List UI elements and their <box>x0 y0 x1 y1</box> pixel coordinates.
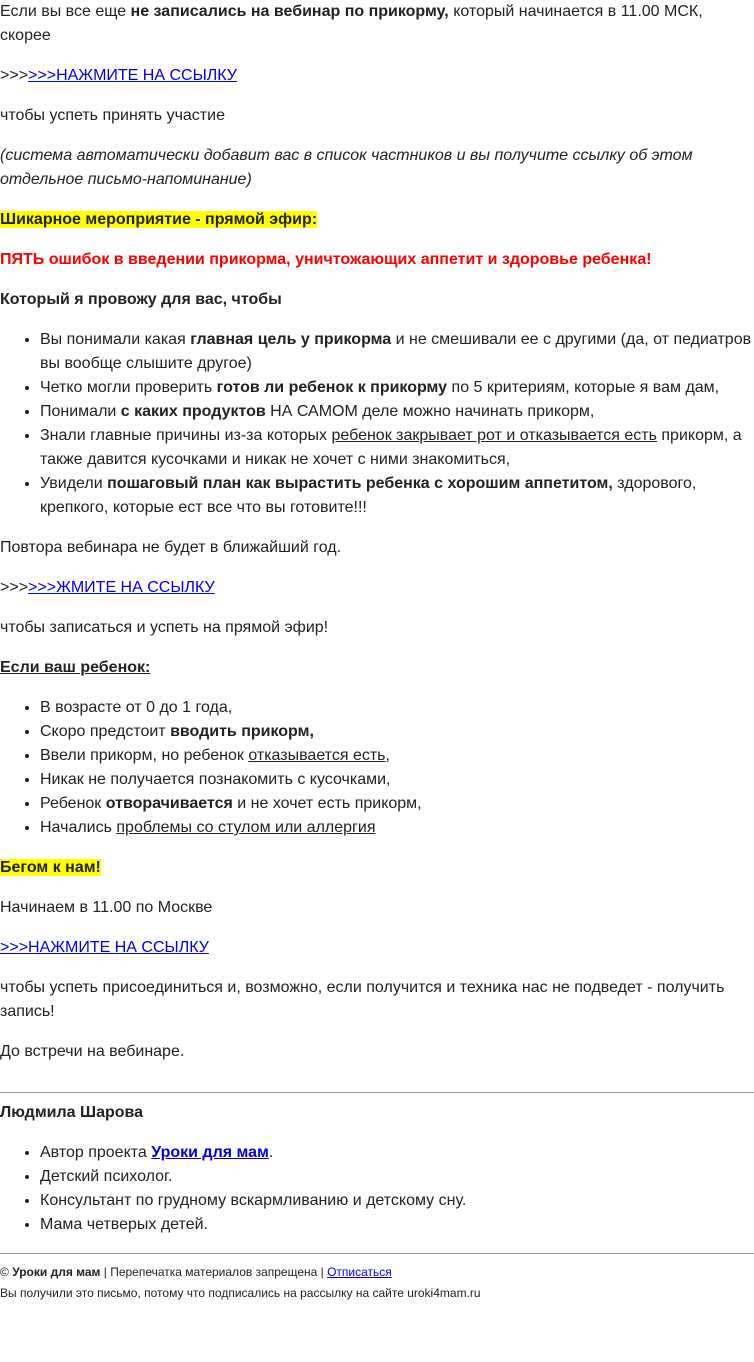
author-name-text: Людмила Шарова <box>0 1104 144 1121</box>
cta-line-2 <box>0 576 754 600</box>
cta-line-1 <box>0 64 754 88</box>
list-item: • Детский психолог. <box>40 1165 754 1189</box>
paragraph-goodbye: До встречи на вебинаре. <box>0 1043 185 1060</box>
bold-heading-2-text: Если ваш ребенок: <box>0 659 151 676</box>
cta-line-3 <box>0 936 754 960</box>
list-item-bold: главная цель у прикорма <box>190 331 392 348</box>
list-item-bold: готов ли ребенок к прикорму <box>216 379 448 396</box>
register-link-3[interactable]: >>>НАЖМИТЕ НА ССЫЛКУ <box>0 939 209 956</box>
list-item <box>40 1141 754 1165</box>
highlight-event-text: Шикарное мероприятие - прямой эфир: <box>0 211 318 228</box>
footer-note: Вы получили это письмо, потому что подписались на рассылку на сайте uroki4mam.ru <box>0 1286 481 1300</box>
list-item-text: Ребенок <box>40 795 106 812</box>
bold-heading-2 <box>0 656 754 680</box>
paragraph-no-repeat: Повтора вебинара не будет в ближайший год. <box>0 539 342 556</box>
list-item: • В возрасте от 0 до 1 года, <box>40 696 754 720</box>
intro-bold: не записались на вебинар по прикорму, <box>130 3 449 20</box>
intro-paragraph <box>0 0 754 48</box>
list-item-underlined: отказывается есть <box>248 747 386 764</box>
intro-text-end: который начинается в 11.00 МСК, скорее <box>0 3 703 44</box>
system-note-text: (система автоматически добавит вас в список частников и вы получите ссылку об этом отдельное письмо-напоминание) <box>0 147 693 188</box>
list-item <box>40 328 754 376</box>
paragraph-signup: чтобы записаться и успеть на прямой эфир! <box>0 619 329 636</box>
intro-text: Если вы все еще <box>0 3 131 20</box>
bold-heading-1 <box>0 288 754 312</box>
copyright-symbol: © <box>0 1265 9 1279</box>
list-item <box>40 744 754 768</box>
author-name <box>0 1101 754 1125</box>
register-link-1[interactable]: >>>НАЖМИТЕ НА ССЫЛКУ <box>28 67 237 84</box>
highlight-hurry-text: Бегом к нам! <box>0 859 101 876</box>
arrow-prefix: >>> <box>0 579 29 596</box>
child-conditions-list <box>0 696 754 840</box>
list-item-text: НА САМОМ деле можно начинать прикорм, <box>265 403 595 420</box>
list-item-bold: пошаговый план как вырастить ребенка с хорошим аппетитом, <box>107 475 613 492</box>
divider <box>0 1092 754 1093</box>
list-item-text: Ввели прикорм, но ребенок <box>40 747 249 764</box>
list-item-text: и не хочет есть прикорм, <box>232 795 422 812</box>
list-item: • Консультант по грудному вскармливанию и детскому сну. <box>40 1189 754 1213</box>
red-heading-text: ПЯТЬ ошибок в введении прикорма, уничтожающих аппетит и здоровье ребенка! <box>0 251 652 268</box>
paragraph-start-time: Начинаем в 11.00 по Москве <box>0 899 213 916</box>
divider <box>0 1253 754 1254</box>
project-link[interactable]: Уроки для мам <box>151 1144 269 1161</box>
bold-heading-1-text: Который я провожу для вас, чтобы <box>0 291 282 308</box>
list-item <box>40 424 754 472</box>
paragraph-join: чтобы успеть присоединиться и, возможно, если получится и техника нас не подведет - получить запись! <box>0 979 725 1020</box>
list-item-text: по 5 критериям, которые я вам дам, <box>447 379 720 396</box>
list-item: • Никак не получается познакомить с кусочками, <box>40 768 754 792</box>
footer-line-1 <box>0 1264 754 1280</box>
footer <box>0 1264 754 1301</box>
list-item-text: Автор проекта <box>40 1144 152 1161</box>
list-item-text: Начались <box>40 819 117 836</box>
list-item-text: . <box>268 1144 274 1161</box>
red-heading <box>0 248 754 272</box>
list-item-bold: с каких продуктов <box>120 403 266 420</box>
benefits-list <box>0 328 754 520</box>
list-item-bold: отворачивается <box>105 795 233 812</box>
highlight-event <box>0 208 754 232</box>
list-item <box>40 720 754 744</box>
list-item-text: и не смешивали ее с другими (да, от педиатров вы вообще слышите другое) <box>40 331 752 372</box>
arrow-prefix: >>> <box>0 67 29 84</box>
list-item-bold: вводить прикорм, <box>170 723 314 740</box>
footer-brand: Уроки для мам <box>12 1265 101 1279</box>
list-item-underlined: ребенок закрывает рот и отказывается есть <box>331 427 657 444</box>
list-item-text: здорового, крепкого, которые ест все что вы готовите!!! <box>40 475 697 516</box>
list-item-text: Увидели <box>40 475 108 492</box>
list-item: • Мама четверых детей. <box>40 1213 754 1237</box>
list-item-underlined: проблемы со стулом или аллергия <box>116 819 376 836</box>
author-bio-list <box>0 1141 754 1237</box>
list-item-text: прикорм, а также давится кусочками и никак не хочет с ними знакомиться, <box>40 427 742 468</box>
list-item <box>40 816 754 840</box>
highlight-hurry <box>0 856 754 880</box>
list-item-text: Знали главные причины из-за которых <box>40 427 332 444</box>
register-link-2[interactable]: >>>ЖМИТЕ НА ССЫЛКУ <box>28 579 215 596</box>
footer-separator-text: | Перепечатка материалов запрещена | <box>100 1265 328 1279</box>
paragraph-participate: чтобы успеть принять участие <box>0 107 225 124</box>
list-item <box>40 400 754 424</box>
list-item-text: Четко могли проверить <box>40 379 217 396</box>
list-item-text: , <box>385 747 390 764</box>
list-item <box>40 472 754 520</box>
unsubscribe-link[interactable]: Отписаться <box>327 1265 392 1279</box>
list-item-text: Понимали <box>40 403 121 420</box>
list-item-text: Вы понимали какая <box>40 331 191 348</box>
list-item-text: Скоро предстоит <box>40 723 171 740</box>
paragraph-system-note <box>0 144 754 192</box>
list-item <box>40 376 754 400</box>
list-item <box>40 792 754 816</box>
